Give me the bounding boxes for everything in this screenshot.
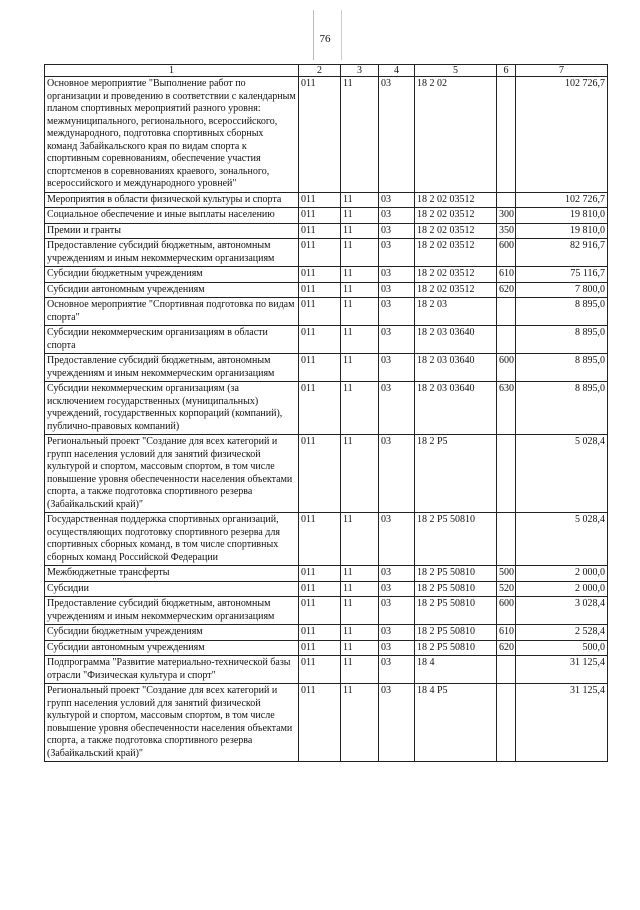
section-code-cell: 11 [341, 435, 379, 513]
table-row [45, 625, 608, 641]
target-article-cell: 18 2 02 03512 [415, 267, 497, 283]
subsection-code-cell: 03 [379, 625, 415, 641]
subsection-code-cell: 03 [379, 354, 415, 382]
item-name-cell: Межбюджетные трансферты [45, 566, 299, 582]
table-row [45, 326, 608, 354]
amount-cell: 2 000,0 [516, 581, 608, 597]
amount-cell: 31 125,4 [516, 684, 608, 762]
header-cell: 4 [379, 65, 415, 77]
amount-cell: 2 000,0 [516, 566, 608, 582]
section-code-cell: 11 [341, 192, 379, 208]
page-number: 76 [319, 33, 331, 45]
amount-cell: 5 028,4 [516, 435, 608, 513]
item-name-cell: Основное мероприятие "Выполнение работ по организации и проведению в соответствии с календарным планом спортивных мероприятий разного уровня: межмуниципального, регионального, всероссийского, международного, подготовка спортивных сборных команд Забайкальского края по видам спорта к спортивным соревнованиям, обеспечение участия спортсменов в соревнованиях краевого, зонального, всероссийского и международного уровней" [45, 77, 299, 193]
table-row [45, 382, 608, 435]
expense-type-cell: 520 [497, 581, 516, 597]
header-cell: 7 [516, 65, 608, 77]
section-code-cell: 11 [341, 208, 379, 224]
target-article-cell: 18 4 [415, 656, 497, 684]
section-code-cell: 11 [341, 513, 379, 566]
section-code-cell: 11 [341, 382, 379, 435]
section-code-cell: 11 [341, 581, 379, 597]
subsection-code-cell: 03 [379, 640, 415, 656]
table-row [45, 640, 608, 656]
amount-cell: 3 028,4 [516, 597, 608, 625]
amount-cell: 19 810,0 [516, 208, 608, 224]
ministry-code-cell: 011 [299, 282, 341, 298]
subsection-code-cell: 03 [379, 282, 415, 298]
ministry-code-cell: 011 [299, 192, 341, 208]
amount-cell: 8 895,0 [516, 298, 608, 326]
table-row [45, 282, 608, 298]
target-article-cell: 18 2 02 03512 [415, 192, 497, 208]
expense-type-cell: 500 [497, 566, 516, 582]
item-name-cell: Предоставление субсидий бюджетным, автономным учреждениям и иным некоммерческим организациям [45, 239, 299, 267]
target-article-cell: 18 2 03 [415, 298, 497, 326]
expense-type-cell: 600 [497, 597, 516, 625]
target-article-cell: 18 2 P5 50810 [415, 640, 497, 656]
expense-type-cell [497, 77, 516, 193]
subsection-code-cell: 03 [379, 208, 415, 224]
expense-type-cell: 600 [497, 239, 516, 267]
budget-table [44, 64, 608, 762]
item-name-cell: Основное мероприятие "Спортивная подготовка по видам спорта" [45, 298, 299, 326]
subsection-code-cell: 03 [379, 239, 415, 267]
table-row [45, 223, 608, 239]
table-row [45, 513, 608, 566]
ministry-code-cell: 011 [299, 208, 341, 224]
amount-cell: 102 726,7 [516, 192, 608, 208]
subsection-code-cell: 03 [379, 77, 415, 193]
target-article-cell: 18 2 02 03512 [415, 223, 497, 239]
expense-type-cell: 620 [497, 282, 516, 298]
item-name-cell: Мероприятия в области физической культуры и спорта [45, 192, 299, 208]
subsection-code-cell: 03 [379, 435, 415, 513]
item-name-cell: Субсидии автономным учреждениям [45, 282, 299, 298]
ministry-code-cell: 011 [299, 656, 341, 684]
section-code-cell: 11 [341, 640, 379, 656]
item-name-cell: Государственная поддержка спортивных организаций, осуществляющих подготовку спортивного резерва для спортивных сборных команд, в том числе спортивных сборных команд Российской Федерации [45, 513, 299, 566]
ministry-code-cell: 011 [299, 640, 341, 656]
amount-cell: 82 916,7 [516, 239, 608, 267]
ministry-code-cell: 011 [299, 566, 341, 582]
section-code-cell: 11 [341, 597, 379, 625]
ministry-code-cell: 011 [299, 581, 341, 597]
amount-cell: 8 895,0 [516, 326, 608, 354]
subsection-code-cell: 03 [379, 223, 415, 239]
section-code-cell: 11 [341, 77, 379, 193]
target-article-cell: 18 4 P5 [415, 684, 497, 762]
ministry-code-cell: 011 [299, 513, 341, 566]
target-article-cell: 18 2 P5 50810 [415, 513, 497, 566]
item-name-cell: Субсидии некоммерческим организациям в области спорта [45, 326, 299, 354]
target-article-cell: 18 2 02 03512 [415, 208, 497, 224]
ministry-code-cell: 011 [299, 77, 341, 193]
section-code-cell: 11 [341, 354, 379, 382]
expense-type-cell [497, 435, 516, 513]
amount-cell: 8 895,0 [516, 382, 608, 435]
target-article-cell: 18 2 02 03512 [415, 239, 497, 267]
subsection-code-cell: 03 [379, 326, 415, 354]
subsection-code-cell: 03 [379, 513, 415, 566]
section-code-cell: 11 [341, 625, 379, 641]
item-name-cell: Социальное обеспечение и иные выплаты населению [45, 208, 299, 224]
section-code-cell: 11 [341, 656, 379, 684]
subsection-code-cell: 03 [379, 656, 415, 684]
subsection-code-cell: 03 [379, 267, 415, 283]
ministry-code-cell: 011 [299, 267, 341, 283]
item-name-cell: Субсидии бюджетным учреждениям [45, 625, 299, 641]
item-name-cell: Субсидии некоммерческим организациям (за исключением государственных (муниципальных) учреждений, государственных корпораций (компаний), публично-правовых компаний) [45, 382, 299, 435]
header-cell: 6 [497, 65, 516, 77]
expense-type-cell: 620 [497, 640, 516, 656]
item-name-cell: Региональный проект "Создание для всех категорий и групп населения условий для занятий физической культурой и спортом, массовым спортом, в том числе повышение уровня обеспеченности населения объектами спорта, а также подготовка спортивного резерва (Забайкальский край)" [45, 684, 299, 762]
section-code-cell: 11 [341, 282, 379, 298]
header-cell: 5 [415, 65, 497, 77]
subsection-code-cell: 03 [379, 382, 415, 435]
table-row [45, 208, 608, 224]
subsection-code-cell: 03 [379, 581, 415, 597]
target-article-cell: 18 2 P5 50810 [415, 581, 497, 597]
item-name-cell: Региональный проект "Создание для всех категорий и групп населения условий для занятий физической культурой и спортом, массовым спортом, в том числе повышение уровня обеспеченности населения объектами спорта, а также подготовка спортивного резерва (Забайкальский край)" [45, 435, 299, 513]
ministry-code-cell: 011 [299, 223, 341, 239]
table-row [45, 684, 608, 762]
header-cell: 1 [45, 65, 299, 77]
ministry-code-cell: 011 [299, 435, 341, 513]
expense-type-cell [497, 656, 516, 684]
section-code-cell: 11 [341, 684, 379, 762]
subsection-code-cell: 03 [379, 298, 415, 326]
expense-type-cell [497, 326, 516, 354]
item-name-cell: Предоставление субсидий бюджетным, автономным учреждениям и иным некоммерческим организациям [45, 354, 299, 382]
expense-type-cell [497, 513, 516, 566]
ministry-code-cell: 011 [299, 684, 341, 762]
table-row [45, 656, 608, 684]
ministry-code-cell: 011 [299, 298, 341, 326]
section-code-cell: 11 [341, 223, 379, 239]
table-header-row [45, 65, 608, 77]
ministry-code-cell: 011 [299, 625, 341, 641]
expense-type-cell [497, 684, 516, 762]
item-name-cell: Предоставление субсидий бюджетным, автономным учреждениям и иным некоммерческим организациям [45, 597, 299, 625]
section-code-cell: 11 [341, 298, 379, 326]
amount-cell: 19 810,0 [516, 223, 608, 239]
expense-type-cell [497, 192, 516, 208]
amount-cell: 75 116,7 [516, 267, 608, 283]
target-article-cell: 18 2 02 [415, 77, 497, 193]
subsection-code-cell: 03 [379, 566, 415, 582]
target-article-cell: 18 2 03 03640 [415, 354, 497, 382]
amount-cell: 5 028,4 [516, 513, 608, 566]
expense-type-cell: 610 [497, 267, 516, 283]
expense-type-cell: 300 [497, 208, 516, 224]
item-name-cell: Субсидии [45, 581, 299, 597]
amount-cell: 8 895,0 [516, 354, 608, 382]
amount-cell: 500,0 [516, 640, 608, 656]
section-code-cell: 11 [341, 239, 379, 267]
expense-type-cell [497, 298, 516, 326]
amount-cell: 2 528,4 [516, 625, 608, 641]
table-row [45, 435, 608, 513]
amount-cell: 102 726,7 [516, 77, 608, 193]
item-name-cell: Субсидии автономным учреждениям [45, 640, 299, 656]
item-name-cell: Подпрограмма "Развитие материально-технической базы отрасли "Физическая культура и спорт" [45, 656, 299, 684]
subsection-code-cell: 03 [379, 597, 415, 625]
section-code-cell: 11 [341, 267, 379, 283]
table-row [45, 597, 608, 625]
ministry-code-cell: 011 [299, 239, 341, 267]
target-article-cell: 18 2 03 03640 [415, 326, 497, 354]
expense-type-cell: 610 [497, 625, 516, 641]
table-row [45, 267, 608, 283]
subsection-code-cell: 03 [379, 192, 415, 208]
target-article-cell: 18 2 02 03512 [415, 282, 497, 298]
expense-type-cell: 350 [497, 223, 516, 239]
header-cell: 2 [299, 65, 341, 77]
expense-type-cell: 630 [497, 382, 516, 435]
item-name-cell: Премии и гранты [45, 223, 299, 239]
table-row [45, 581, 608, 597]
target-article-cell: 18 2 03 03640 [415, 382, 497, 435]
table-row [45, 566, 608, 582]
target-article-cell: 18 2 P5 50810 [415, 566, 497, 582]
table-row [45, 77, 608, 193]
item-name-cell: Субсидии бюджетным учреждениям [45, 267, 299, 283]
section-code-cell: 11 [341, 326, 379, 354]
expense-type-cell: 600 [497, 354, 516, 382]
target-article-cell: 18 2 P5 50810 [415, 625, 497, 641]
table-row [45, 298, 608, 326]
table-row [45, 192, 608, 208]
header-cell: 3 [341, 65, 379, 77]
target-article-cell: 18 2 P5 [415, 435, 497, 513]
ministry-code-cell: 011 [299, 326, 341, 354]
subsection-code-cell: 03 [379, 684, 415, 762]
table-row [45, 239, 608, 267]
amount-cell: 31 125,4 [516, 656, 608, 684]
target-article-cell: 18 2 P5 50810 [415, 597, 497, 625]
amount-cell: 7 800,0 [516, 282, 608, 298]
table-row [45, 354, 608, 382]
ministry-code-cell: 011 [299, 382, 341, 435]
ministry-code-cell: 011 [299, 597, 341, 625]
ministry-code-cell: 011 [299, 354, 341, 382]
section-code-cell: 11 [341, 566, 379, 582]
